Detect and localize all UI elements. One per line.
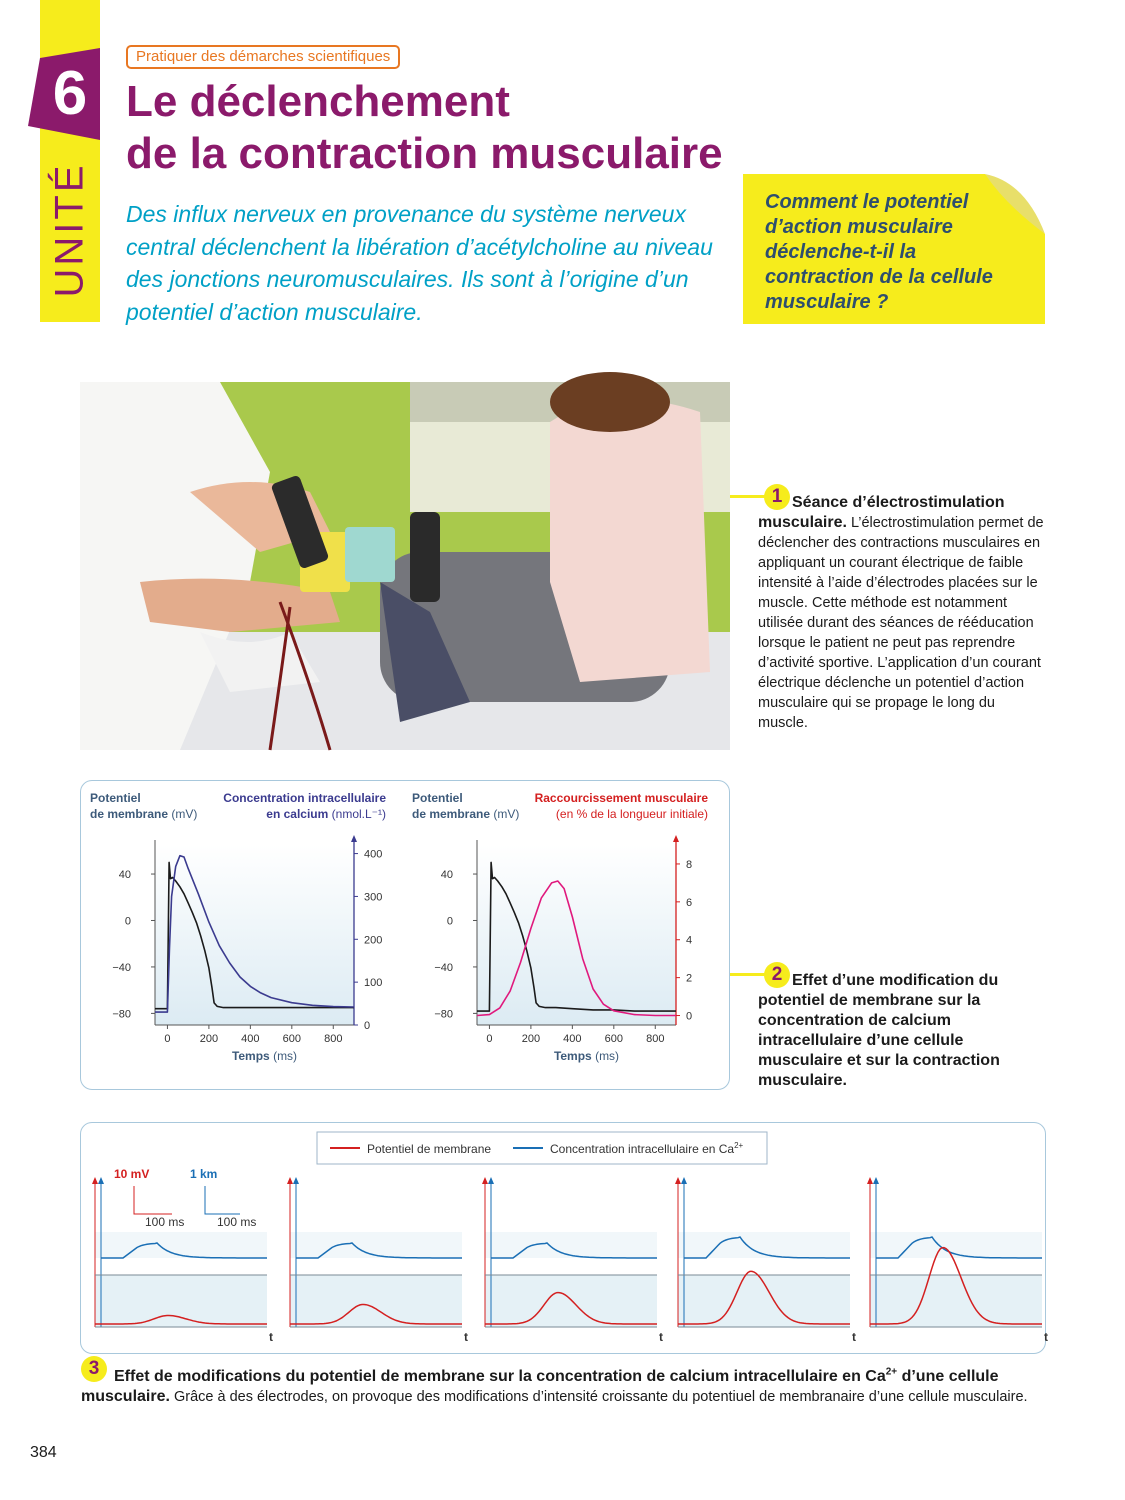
x-tick-label: 200 (521, 1033, 541, 1045)
right-axis-label-line2 (266, 807, 386, 821)
panel-membrane-axis-arrow-icon (675, 1177, 681, 1184)
unit-number: 6 (52, 59, 88, 128)
right-axis-arrow-icon (673, 835, 679, 842)
x-axis-label-unit: (ms) (591, 1049, 620, 1063)
panel-membrane-axis-arrow-icon (92, 1177, 98, 1184)
doc1-caption (758, 493, 1048, 733)
scale-calcium-label: 1 km (190, 1167, 218, 1181)
y-right-tick-label: 100 (364, 977, 383, 990)
panel-calcium-axis-arrow-icon (873, 1177, 879, 1184)
y-right-tick-label: 0 (686, 1010, 693, 1023)
panel-lower-band (95, 1275, 267, 1327)
left-axis-label-bold: de membrane (90, 807, 169, 821)
y-left-tick-label: 40 (440, 869, 453, 882)
panel-calcium-axis-arrow-icon (488, 1177, 494, 1184)
left-axis-label-bold: de membrane (412, 807, 491, 821)
panel-time-label: t (659, 1330, 663, 1344)
chart-stimulation-series (92, 1132, 1048, 1344)
doc3-title: Effet de modifications du potentiel de membrane sur la concentration de calcium intracellulaire en $Ca^{2+}$ d’une cellule musculaire. (81, 1367, 999, 1406)
panel-4 (675, 1177, 856, 1344)
left-axis-label-line2 (412, 807, 519, 821)
y-right-tick-label: 4 (686, 934, 693, 947)
x-tick-label: 400 (563, 1033, 582, 1045)
y-right-tick-label: 400 (364, 848, 383, 861)
y-left-tick-label: 0 (124, 915, 131, 928)
doc2-charts (80, 780, 730, 1090)
x-tick-label: 800 (646, 1033, 665, 1045)
intro-text: Des influx nerveux en provenance du système nerveux central déclenchent la libération d’acétylcholine au niveau des jonctions neuromusculaires. Ils sont à l’origine d’un potentiel d’action musculaire. (126, 201, 713, 325)
legend-label-calcium (550, 1141, 744, 1156)
y-right-tick-label: 0 (364, 1020, 371, 1032)
doc1-title: Séance d’électrostimulation musculaire. (758, 494, 1005, 531)
x-tick-label: 200 (199, 1033, 219, 1045)
panel-time-label: t (852, 1330, 856, 1344)
doc2-number: 2 (764, 962, 790, 988)
y-left-tick-label: −40 (434, 961, 453, 974)
right-axis-arrow-icon (351, 835, 357, 842)
x-tick-label: 800 (324, 1033, 343, 1045)
scale-bar-calcium (205, 1186, 240, 1214)
panel-time-label: t (269, 1330, 273, 1344)
right-axis-label-line2: (en % de la longueur initiale) (555, 807, 708, 821)
y-left-tick-label: −80 (434, 1008, 453, 1021)
y-left-tick-label: 0 (446, 915, 453, 928)
x-axis-label-unit: (ms) (269, 1049, 298, 1063)
y-right-tick-label: 6 (686, 896, 693, 909)
left-axis-label-unit: (mV) (168, 807, 198, 821)
x-tick-label: 0 (164, 1033, 171, 1045)
panel-upper-band (485, 1232, 657, 1258)
panel-lower-band (485, 1275, 657, 1327)
panel-upper-band (290, 1232, 462, 1258)
x-axis-label (232, 1049, 297, 1063)
y-right-tick-label: 2 (686, 972, 693, 985)
legend-label-calcium-sup: 2+ (734, 1141, 744, 1150)
panel-5 (867, 1177, 1048, 1344)
panel-membrane-axis-arrow-icon (482, 1177, 488, 1184)
panel-3 (482, 1177, 663, 1344)
panel-calcium-axis-arrow-icon (293, 1177, 299, 1184)
y-right-tick-label: 300 (364, 891, 383, 904)
right-axis-label-unit: (nmol.L⁻¹) (328, 807, 386, 821)
scale-bar-membrane (134, 1186, 172, 1214)
x-tick-label: 600 (282, 1033, 301, 1045)
legend-label-calcium-text: Concentration intracellulaire en Ca (550, 1142, 735, 1156)
chart-membrane-vs-shortening (412, 791, 708, 1063)
x-tick-label: 0 (486, 1033, 493, 1045)
right-axis-label: Concentration intracellulaire (223, 791, 386, 805)
page-title (126, 76, 766, 180)
panel-2 (287, 1177, 468, 1344)
doc2-caption (758, 971, 1028, 1091)
scale-time-label-calcium: 100 ms (217, 1215, 257, 1229)
panel-time-label: t (464, 1330, 468, 1344)
doc3-number: 3 (81, 1356, 107, 1382)
title-line-2: de la contraction musculaire (126, 129, 723, 178)
doc2-title: Effet d’une modification du potentiel de membrane sur la concentration de calcium intracellulaire d’une cellule musculaire et sur la contraction musculaire. (758, 972, 1000, 1089)
doc1-text: L’électrostimulation permet de déclencher des contractions musculaires en appliquant un courant électrique de faible intensité à l’aide d’électrodes placées sur le muscle. Cette méthode est notamment utilisée durant des séances de rééducation lorsque le patient ne peut pas reprendre d’activité sportive. L’application d’un courant électrique déclenche un potentiel d’action musculaire qui se propage le long du muscle. (758, 515, 1044, 731)
panel-lower-band (290, 1275, 462, 1327)
guiding-question: Comment le potentiel d’action musculaire déclenche-t-il la contraction de la cellule musculaire ? (765, 191, 993, 313)
x-axis-label-bold: Temps (231, 1049, 270, 1063)
y-right-tick-label: 200 (364, 934, 383, 947)
panel-membrane-axis-arrow-icon (867, 1177, 873, 1184)
unit-label: UNITÉ (47, 162, 92, 298)
doc3-caption (81, 1363, 1041, 1407)
scale-time-label-membrane: 100 ms (145, 1215, 185, 1229)
panel-time-label: t (1044, 1330, 1048, 1344)
right-axis-label: Raccourcissement musculaire (534, 791, 708, 805)
scale-membrane-label: 10 mV (114, 1167, 150, 1181)
left-axis-label-line2 (90, 807, 197, 821)
x-axis-label (554, 1049, 619, 1063)
plot-area (155, 845, 354, 1025)
chart-membrane-vs-calcium (90, 791, 386, 1063)
y-left-tick-label: −80 (112, 1008, 131, 1021)
x-tick-label: 600 (604, 1033, 623, 1045)
x-tick-label: 400 (241, 1033, 260, 1045)
panel-calcium-axis-arrow-icon (98, 1177, 104, 1184)
panel-upper-band (95, 1232, 267, 1258)
left-axis-label: Potentiel (90, 791, 141, 805)
y-left-tick-label: −40 (112, 961, 131, 974)
title-line-1: Le déclenchement (126, 77, 510, 126)
panel-lower-band (870, 1275, 1042, 1327)
panel-membrane-axis-arrow-icon (287, 1177, 293, 1184)
y-left-tick-label: 40 (118, 869, 131, 882)
y-right-tick-label: 8 (686, 858, 693, 871)
left-axis-label-unit: (mV) (490, 807, 520, 821)
doc1-number: 1 (764, 484, 790, 510)
panel-calcium-axis-arrow-icon (681, 1177, 687, 1184)
legend-label-membrane: Potentiel de membrane (367, 1142, 492, 1156)
page-number: 384 (30, 1444, 57, 1461)
left-axis-label: Potentiel (412, 791, 463, 805)
panel-1 (92, 1177, 273, 1344)
approach-badge: Pratiquer des démarches scientifiques (126, 45, 400, 69)
electrostimulation-photo (80, 382, 730, 750)
right-axis-label-bold: en calcium (266, 807, 329, 821)
doc3-text: Grâce à des électrodes, on provoque des modifications d’intensité croissante du potentiuel de membranaire d’une cellule musculaire. (173, 1389, 1028, 1406)
doc3-chart (80, 1122, 1046, 1354)
x-axis-label-bold: Temps (553, 1049, 592, 1063)
